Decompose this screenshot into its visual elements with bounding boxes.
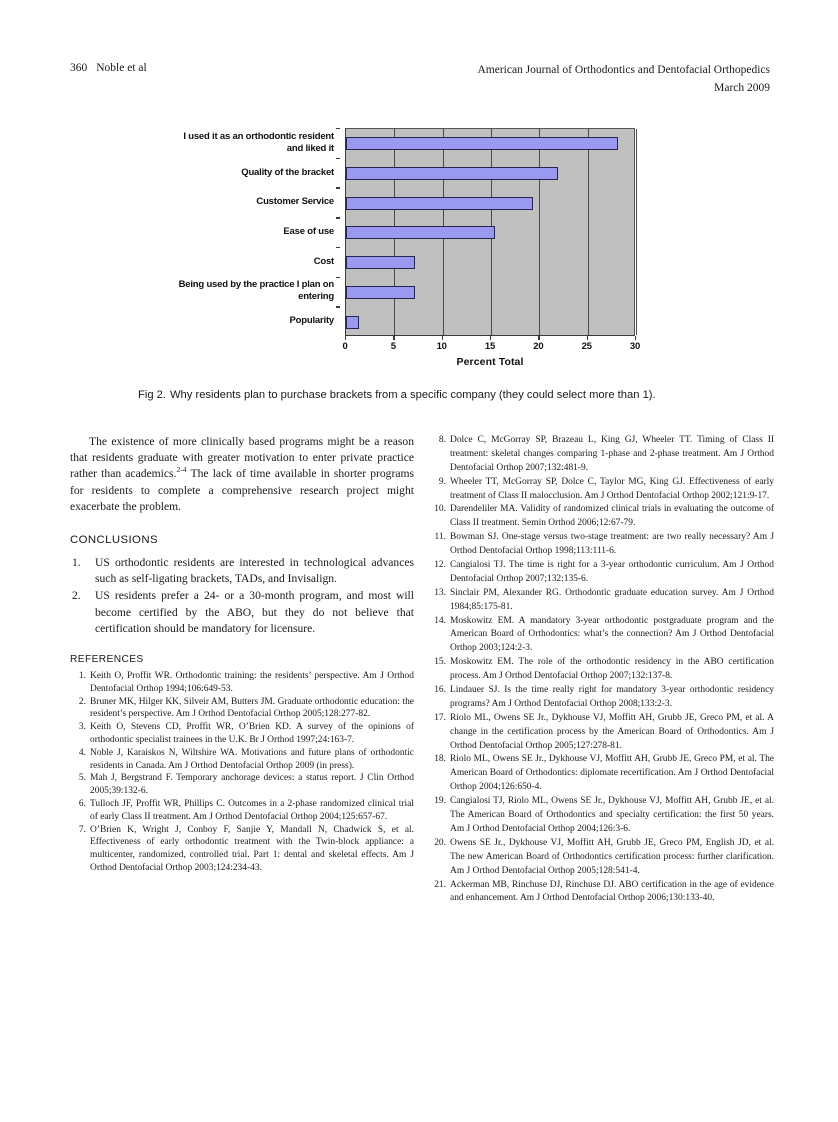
reference-item-text: Noble J, Karaiskos N, Wiltshire WA. Motivations and future plans of orthodontic residents in Canada. Am J Orthod Dentofacial Orthop 2009 (in press).	[90, 747, 414, 771]
reference-item	[430, 531, 774, 559]
conclusion-item-number: 1.	[72, 555, 81, 569]
chart-y-tick	[336, 277, 340, 278]
reference-item-number: 20.	[434, 837, 446, 848]
chart-category-label: Customer Service	[256, 196, 334, 208]
reference-item-number: 17.	[434, 712, 446, 723]
reference-item	[430, 615, 774, 657]
reference-item-text: Tulloch JF, Proffit WR, Phillips C. Outcomes in a 2-phase randomized clinical trial of early Class II treatment. Am J Orthod Dentofacial Orthop 2004;125:657-67.	[90, 798, 414, 822]
reference-item	[430, 476, 774, 504]
chart-y-tick	[336, 158, 340, 159]
chart-x-axis	[342, 336, 641, 352]
chart-category-label: Ease of use	[283, 226, 334, 238]
reference-item-text: Keith O, Stevens CD, Proffit WR, O’Brien KD. A survey of the opinions of orthodontic specialist trainees in the U.K. Br J Orthod 1997;24:163-7.	[90, 722, 414, 745]
chart-bar-row	[346, 129, 634, 159]
page-number: 360	[70, 62, 88, 74]
reference-item-text: Bruner MK, Hilger KK, Silveir AM, Butters JM. Graduate orthodontic education: the resident’s perspective. Am J Orthod Dentofacial Orthop 2005;128:277-82.	[90, 696, 414, 720]
reference-item-text: Riolo ML, Owens SE Jr., Dykhouse VJ, Moffitt AH, Grubb JE, Greco PM, et al. The American Board of Orthodontics: diplomate recertification. Am J Orthod Dentofacial Orthop 2004;126:650-4.	[450, 754, 774, 793]
reference-item-text: Darendeliler MA. Validity of randomized clinical trials in evaluating the outcome of Class II treatment. Semin Orthod 2006;12:67-79.	[450, 504, 774, 529]
reference-list-left	[70, 670, 414, 875]
reference-list-right	[430, 434, 774, 906]
reference-item	[70, 772, 414, 798]
chart-bar-row	[346, 307, 634, 337]
chart-x-tick-label: 15	[484, 341, 496, 352]
reference-item-text: O’Brien K, Wright J, Conboy F, Sanjie Y, Mandall N, Chadwick S, et al. Effectiveness of early orthodontic treatment with the Twin-block appliance: a multicenter, randomized, controlled trial. Part 1: dental and skeletal effects. Am J Orthod Dentofacial Orthop 2003;124:234-43.	[90, 824, 414, 873]
reference-item	[430, 712, 774, 754]
reference-item	[430, 434, 774, 476]
reference-item-text: Cangialosi TJ, Riolo ML, Owens SE Jr., Dykhouse VJ, Moffitt AH, Grubb JE, et al. The American Board of Orthodontics and specialty certification: the first 50 years. Am J Orthod Dentofacial Orthop 2004;126:3-6.	[450, 796, 774, 834]
chart-category-label: Quality of the bracket	[241, 166, 334, 178]
chart-x-tick-label: 20	[533, 341, 544, 352]
reference-item	[430, 656, 774, 684]
reference-item-number: 8.	[438, 435, 446, 445]
right-column	[430, 434, 774, 906]
chart-bar-row	[346, 218, 634, 248]
figure-2	[70, 120, 770, 378]
reference-item-number: 2.	[78, 696, 86, 707]
chart-x-tick	[538, 336, 539, 340]
reference-item-number: 16.	[434, 685, 446, 696]
reference-item-number: 9.	[438, 476, 446, 487]
citation-superscript: 2-4	[176, 465, 187, 475]
chart-y-tick	[336, 247, 340, 248]
reference-item-number: 10.	[434, 504, 446, 515]
reference-item-number: 11.	[434, 532, 446, 543]
reference-item-text: Lindauer SJ. Is the time really right for mandatory 3-year orthodontic residency programs? Am J Orthod Dentofacial Orthop 2008;133:2-3.	[450, 685, 774, 709]
chart-x-tick-label: 30	[629, 341, 641, 352]
reference-item-number: 7.	[78, 824, 86, 835]
reference-item-text: Bowman SJ. One-stage versus two-stage treatment: are two really necessary? Am J Orthod Dentofacial Orthop 1998;113:111-6.	[450, 532, 774, 557]
conclusion-item-text: US orthodontic residents are interested in technological advances such as self-ligating brackets, TADs, and Invisalign.	[95, 555, 414, 586]
chart-x-tick	[490, 336, 491, 340]
reference-item	[70, 747, 414, 773]
reference-item	[430, 684, 774, 712]
reference-item	[430, 795, 774, 837]
chart-y-tick	[336, 217, 340, 218]
conclusion-item-text: US residents prefer a 24- or a 30-month program, and most will become certified by the ABO, but they do not believe that certification should be mandatory for licensure.	[95, 589, 414, 635]
reference-item	[70, 696, 414, 722]
chart-bar	[346, 226, 495, 239]
chart-bar	[346, 137, 618, 150]
conclusions-list	[70, 555, 414, 637]
conclusions-heading: CONCLUSIONS	[70, 533, 158, 546]
chart-bar-row	[346, 248, 634, 278]
running-head	[70, 62, 770, 98]
chart-plot-area	[345, 128, 635, 336]
chart-x-tick	[635, 336, 636, 340]
references-heading: REFERENCES	[70, 653, 144, 665]
reference-item-text: Owens SE Jr., Dykhouse VJ, Moffitt AH, Grubb JE, Greco PM, English JD, et al. The new American Board of Orthodontics certification process: further clarification. Am J Orthod Dentofacial Orthop 2005;128:541-4.	[450, 837, 774, 876]
paragraph-text-pre: The existence of more clinically based programs might be a reason that residents graduate with greater motivation to enter private practice rather than academics.	[70, 435, 414, 481]
reference-item	[430, 559, 774, 587]
chart-bar-row	[346, 159, 634, 189]
chart-x-tick-label: 25	[581, 341, 592, 352]
chart-bar	[346, 256, 415, 269]
reference-item-text: Dolce C, McGorray SP, Brazeau L, King GJ, Wheeler TT. Timing of Class II treatment: skeletal changes comparing 1-phase and 2-phase treatment. Am J Orthod Dentofacial Orthop 2007;132:481-9.	[450, 435, 774, 473]
reference-item-number: 3.	[78, 722, 86, 733]
chart-x-tick	[345, 336, 346, 340]
reference-item-number: 18.	[434, 754, 446, 765]
bar-chart	[70, 120, 770, 378]
figure-caption-text: Why residents plan to purchase brackets from a specific company (they could select more than 1).	[169, 389, 656, 401]
chart-x-axis-title: Percent Total	[456, 356, 524, 368]
chart-x-tick	[442, 336, 443, 340]
left-column	[70, 434, 414, 875]
reference-item-number: 19.	[434, 796, 446, 807]
reference-item	[430, 587, 774, 615]
conclusion-item-number: 2.	[72, 589, 81, 603]
chart-x-tick	[393, 336, 394, 340]
reference-item-number: 12.	[434, 560, 446, 571]
reference-item-number: 1.	[78, 670, 86, 681]
chart-category-labels	[70, 128, 340, 336]
chart-x-tick-label: 10	[436, 341, 447, 352]
chart-y-tick	[336, 306, 340, 307]
reference-item-number: 14.	[434, 615, 446, 626]
figure-caption	[138, 388, 714, 404]
conclusion-item	[70, 555, 414, 587]
reference-item	[430, 879, 774, 907]
reference-item-text: Riolo ML, Owens SE Jr., Dykhouse VJ, Moffitt AH, Grubb JE, Greco PM, et al. A change in the certification process by the American Board of Orthodontics. Am J Orthod Dentofacial Orthop 2005;127:278-81.	[450, 712, 774, 751]
figure-number: Fig 2.	[138, 389, 166, 401]
reference-item-number: 6.	[78, 798, 86, 809]
chart-bar-row	[346, 278, 634, 308]
reference-item	[70, 721, 414, 747]
reference-item-text: Ackerman MB, Rinchuse DJ, Rinchuse DJ. ABO certification in the age of evidence and enhancement. Am J Orthod Dentofacial Orthop 2006;130:133-40.	[450, 879, 774, 904]
reference-item-text: Mah J, Bergstrand F. Temporary anchorage devices: a status report. J Clin Orthod 2005;39:132-6.	[90, 773, 414, 797]
paragraph-text-post: The lack of time available in shorter programs for residents to complete a comprehensive research project might exacerbate the problem.	[70, 467, 414, 513]
chart-gridline	[636, 129, 637, 335]
reference-item-text: Moskowitz EM. A mandatory 3-year orthodontic postgraduate program and the American Board of Orthodontics: what’s the connection? Am J Orthod Dentofacial Orthop 2003;124:2-3.	[450, 615, 774, 654]
chart-bar	[346, 167, 558, 180]
reference-item-text: Sinclair PM, Alexander RG. Orthodontic graduate education survey. Am J Orthod 1984;85:175-81.	[450, 587, 774, 612]
reference-item	[70, 670, 414, 696]
reference-item-text: Keith O, Proffit WR. Orthodontic training: the residents’ perspective. Am J Orthod Dentofacial Orthop 1994;106:649-53.	[90, 670, 414, 694]
reference-item	[430, 837, 774, 879]
chart-category-label: Being used by the practice I plan on entering	[178, 279, 334, 303]
chart-bar	[346, 197, 533, 210]
chart-bar	[346, 286, 415, 299]
chart-y-tick	[336, 128, 340, 129]
reference-item-text: Cangialosi TJ. The time is right for a 3-year orthodontic curriculum. Am J Orthod Dentofacial Orthop 2007;132:135-6.	[450, 560, 774, 584]
running-head-right	[477, 62, 770, 98]
chart-x-tick	[587, 336, 588, 340]
running-head-left	[70, 62, 147, 74]
reference-item	[70, 824, 414, 875]
conclusion-item	[70, 588, 414, 637]
chart-category-label: Popularity	[289, 315, 334, 327]
chart-x-tick-label: 0	[342, 341, 348, 352]
body-paragraph	[70, 434, 414, 515]
reference-item-text: Moskowitz EM. The role of the orthodontic residency in the ABO certification process. Am J Orthod Dentofacial Orthop 2007;132:137-8.	[450, 657, 774, 682]
journal-title: American Journal of Orthodontics and Dentofacial Orthopedics	[477, 64, 770, 76]
chart-bar-row	[346, 188, 634, 218]
reference-item	[430, 753, 774, 795]
reference-item-number: 4.	[78, 747, 86, 758]
reference-item-number: 21.	[434, 879, 446, 890]
reference-item-number: 5.	[78, 773, 86, 784]
issue-date: March 2009	[714, 81, 770, 94]
chart-category-label: I used it as an orthodontic resident and liked it	[183, 130, 334, 154]
chart-bar	[346, 316, 359, 329]
article-authors: Noble et al	[96, 62, 147, 74]
reference-item	[430, 503, 774, 531]
reference-item-number: 15.	[434, 657, 446, 668]
chart-category-label: Cost	[313, 255, 334, 267]
reference-item-number: 13.	[434, 587, 446, 598]
reference-item-text: Wheeler TT, McGorray SP, Dolce C, Taylor MG, King GJ. Effectiveness of early treatment of Class II malocclusion. Am J Orthod Dentofacial Orthop 2002;121:9-17.	[450, 476, 774, 501]
chart-x-tick-label: 5	[390, 341, 396, 352]
chart-y-tick	[336, 187, 340, 188]
reference-item	[70, 798, 414, 824]
